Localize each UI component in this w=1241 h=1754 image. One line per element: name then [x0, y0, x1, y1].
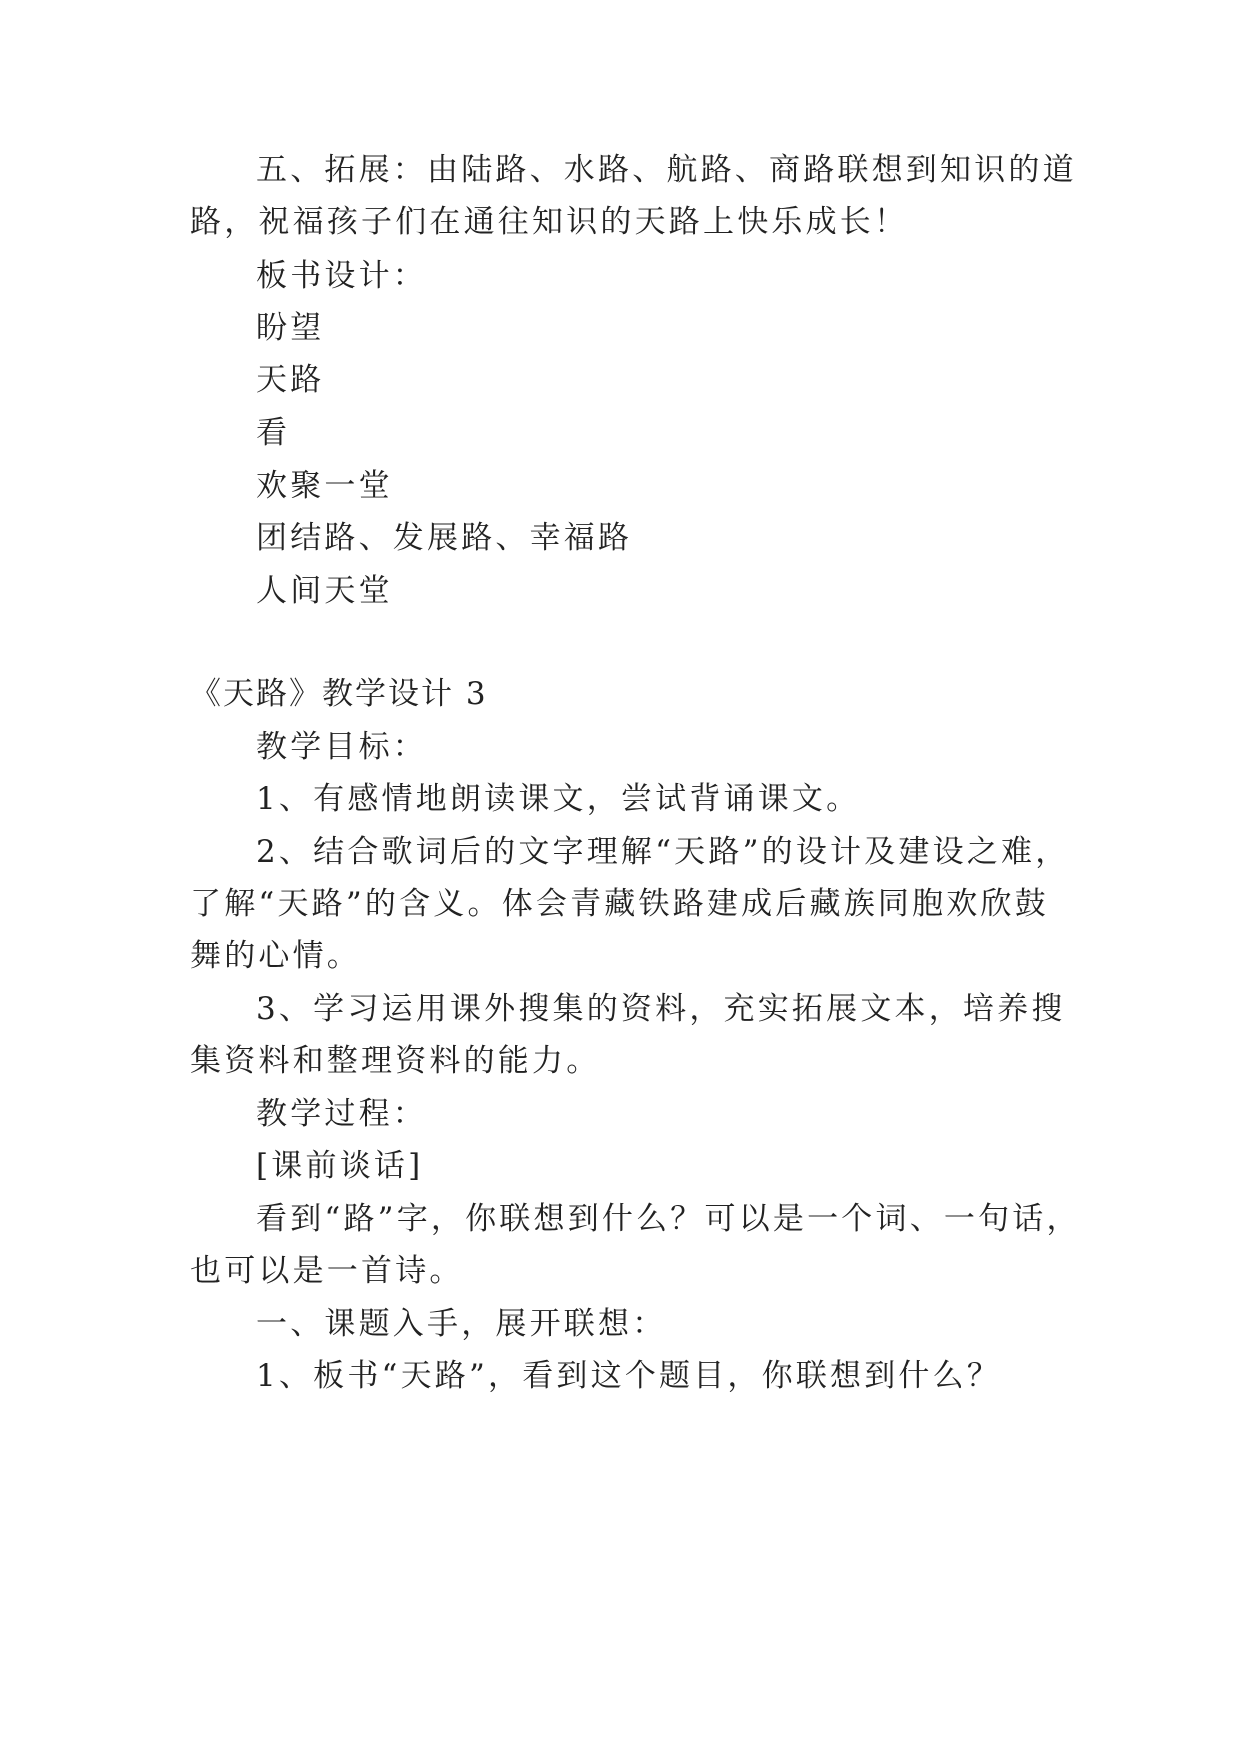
goal-item-2-line1: 2、结合歌词后的文字理解“天路”的设计及建设之难，	[256, 834, 1070, 870]
pre-talk-label: [课前谈话]	[256, 1148, 424, 1184]
board-item: 欢聚一堂	[256, 468, 393, 504]
board-item: 人间天堂	[256, 573, 393, 609]
goal-item-2-line3: 舞的心情。	[190, 938, 361, 974]
goal-item-3-line2: 集资料和整理资料的能力。	[190, 1043, 601, 1079]
process-label: 教学过程：	[256, 1096, 427, 1132]
board-item: 团结路、发展路、幸福路	[256, 520, 633, 556]
board-item: 天路	[256, 362, 325, 398]
section-title: 《天路》教学设计 3	[190, 676, 488, 712]
pre-talk-line2: 也可以是一首诗。	[190, 1253, 464, 1289]
goal-item-3-line1: 3、学习运用课外搜集的资料，充实拓展文本，培养搜	[256, 991, 1066, 1027]
step1-item1: 1、板书“天路”，看到这个题目，你联想到什么？	[256, 1358, 1002, 1394]
goals-label: 教学目标：	[256, 729, 427, 765]
pre-talk-line1: 看到“路”字，你联想到什么？可以是一个词、一句话，	[256, 1201, 1081, 1237]
step1-label: 一、课题入手，展开联想：	[256, 1306, 667, 1342]
board-design-label: 板书设计：	[256, 258, 427, 294]
paragraph-extension-line1: 五、拓展：由陆路、水路、航路、商路联想到知识的道	[256, 152, 1077, 188]
board-item: 盼望	[256, 310, 325, 346]
goal-item-2-line2: 了解“天路”的含义。体会青藏铁路建成后藏族同胞欢欣鼓	[190, 886, 1049, 922]
board-item: 看	[256, 415, 291, 451]
goal-item-1: 1、有感情地朗读课文，尝试背诵课文。	[256, 781, 861, 817]
paragraph-extension-line2: 路，祝福孩子们在通往知识的天路上快乐成长！	[190, 204, 909, 240]
